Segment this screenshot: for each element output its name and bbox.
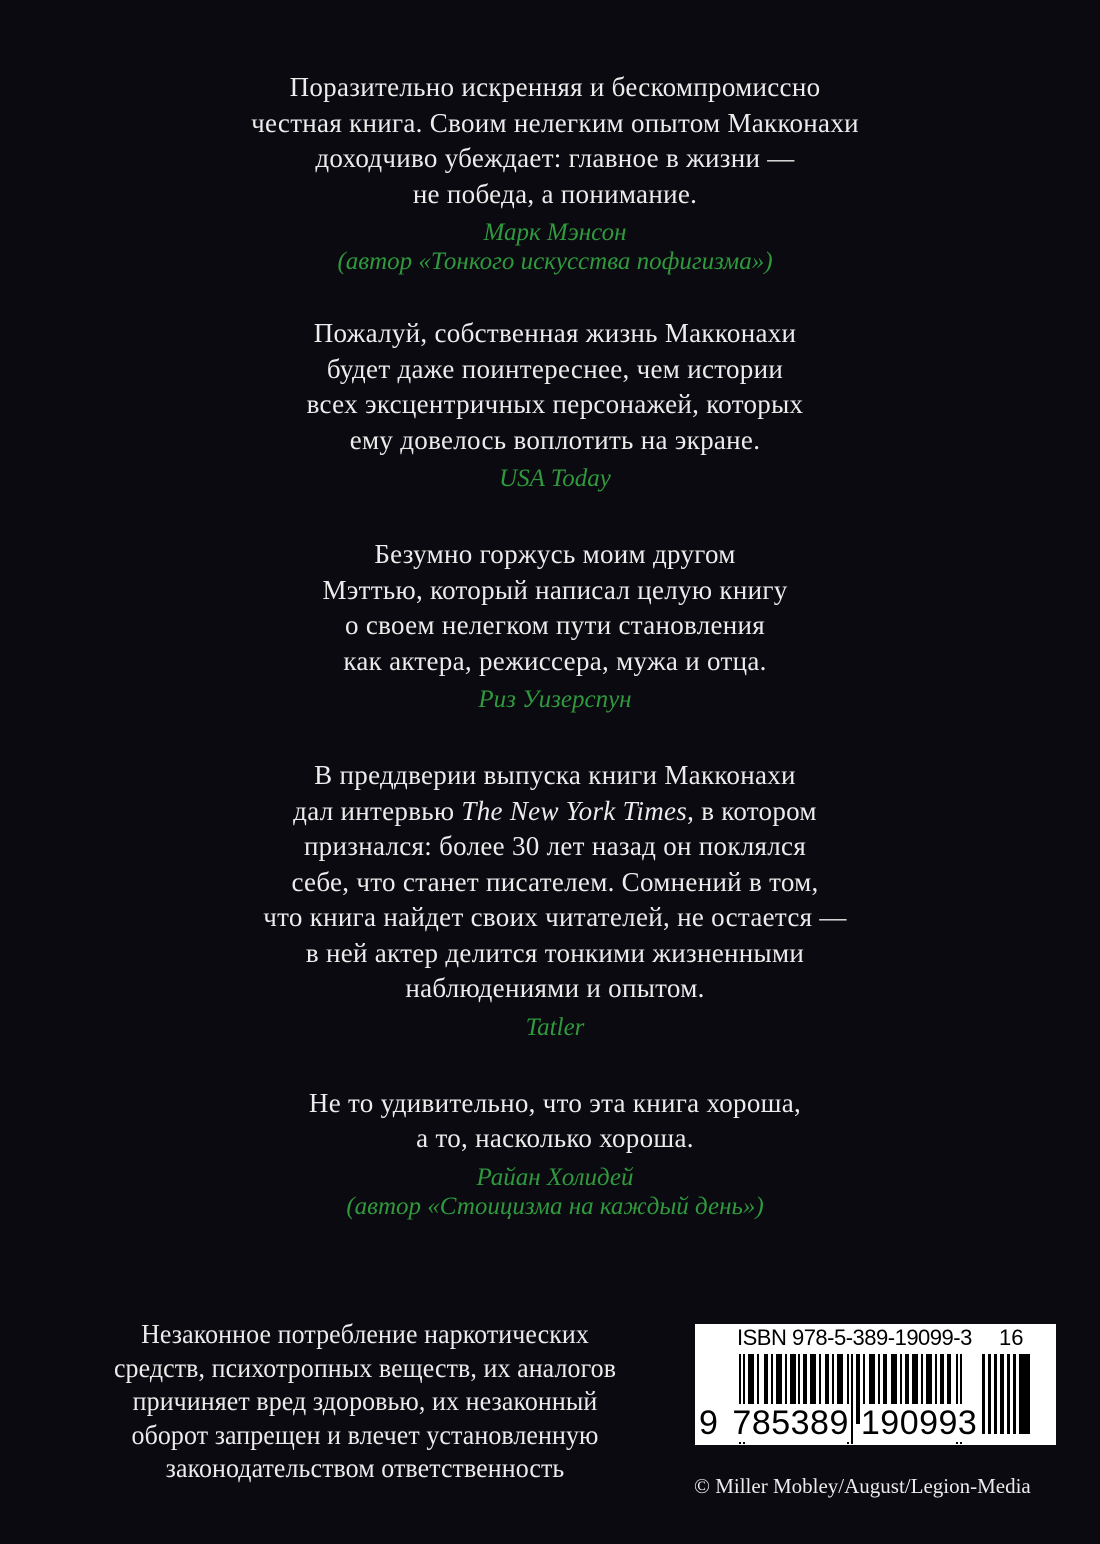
quote-line: о своем нелегком пути становления [344, 610, 766, 640]
quote-text [0, 758, 1100, 1007]
quote-line: Мэттью, который написал целую книгу [322, 574, 788, 605]
isbn-barcode [695, 1324, 1056, 1445]
quote-text [0, 537, 1100, 679]
quote-line: признался: более 30 лет назад он поклялся [303, 831, 807, 861]
quote-line: Безумно горжусь моим другом [374, 539, 736, 569]
quote-line: что книга найдет своих читателей, не остается — [263, 902, 847, 932]
quote-line: честная книга. Своим нелегким опытом Макконахи [251, 107, 859, 138]
quote-line: не победа, а понимание. [412, 178, 698, 209]
quote-text [0, 70, 1100, 212]
quote-line: наблюдениями и опытом. [405, 973, 705, 1003]
quote-mark-manson [0, 70, 1100, 276]
quotes-section [0, 70, 1100, 1257]
quote-line: всех эксцентричных персонажей, которых [306, 389, 804, 419]
photo-credit: © Miller Mobley/August/Legion-Media [694, 1474, 1031, 1498]
quote-usa-today [0, 316, 1100, 493]
attribution-name: Марк Мэнсон [483, 219, 627, 246]
quote-line: Пожалуй, собственная жизнь Макконахи [313, 318, 797, 348]
attribution-note: (автор «Стоицизма на каждый день») [346, 1192, 764, 1220]
barcode-addon-bars-icon [982, 1354, 1030, 1434]
legal-warning [72, 1318, 658, 1486]
quote-reese-witherspoon [0, 537, 1100, 714]
quote-tatler [0, 758, 1100, 1042]
price-code: 16 [999, 1325, 1024, 1350]
quote-line: ему довелось воплотить на экране. [349, 424, 761, 455]
attribution-name: Райан Холидей [476, 1163, 634, 1191]
quote-attribution [0, 464, 1100, 493]
quote-text [0, 1086, 1100, 1157]
quote-line: а то, насколько хороша. [416, 1123, 694, 1153]
quote-line: будет даже поинтереснее, чем истории [326, 353, 784, 384]
quote-line: в ней актер делится тонкими жизненными [305, 937, 805, 968]
attribution-name: Риз Уизерспун [478, 686, 632, 713]
quote-attribution [0, 685, 1100, 714]
warning-line: законодательством ответственность [165, 1453, 565, 1483]
barcode-digits: 9 785389 190993 [699, 1404, 978, 1442]
quote-line: себе, что станет писателем. Сомнений в том, [291, 866, 819, 897]
attribution-note: (автор «Тонкого искусства пофигизма») [337, 248, 773, 275]
quote-attribution [0, 1163, 1100, 1221]
quote-line: дал интервью The New York Times, в котором [293, 795, 817, 826]
warning-line: Незаконное потребление наркотических [141, 1319, 589, 1349]
quote-text [0, 316, 1100, 458]
isbn-label: ISBN 978-5-389-19099-3 [737, 1325, 972, 1350]
quote-line: как актера, режиссера, мужа и отца. [343, 645, 767, 676]
publication-title: The New York Times [461, 795, 688, 826]
quote-line: Поразительно искренняя и бескомпромиссно [289, 72, 821, 102]
quote-line: доходчиво убеждает: главное в жизни — [315, 143, 795, 173]
attribution-name: USA Today [499, 465, 611, 492]
attribution-name: Tatler [525, 1013, 585, 1041]
quote-attribution [0, 1013, 1100, 1042]
quote-line: Не то удивительно, что эта книга хороша, [308, 1087, 802, 1118]
warning-line: оборот запрещен и влечет установленную [131, 1419, 599, 1450]
warning-line: средств, психотропных веществ, их аналогов [113, 1352, 617, 1383]
quote-ryan-holiday [0, 1086, 1100, 1221]
quote-line: В преддверии выпуска книги Макконахи [314, 760, 796, 790]
warning-line: причиняет вред здоровью, их незаконный [132, 1386, 598, 1416]
quote-attribution [0, 218, 1100, 276]
